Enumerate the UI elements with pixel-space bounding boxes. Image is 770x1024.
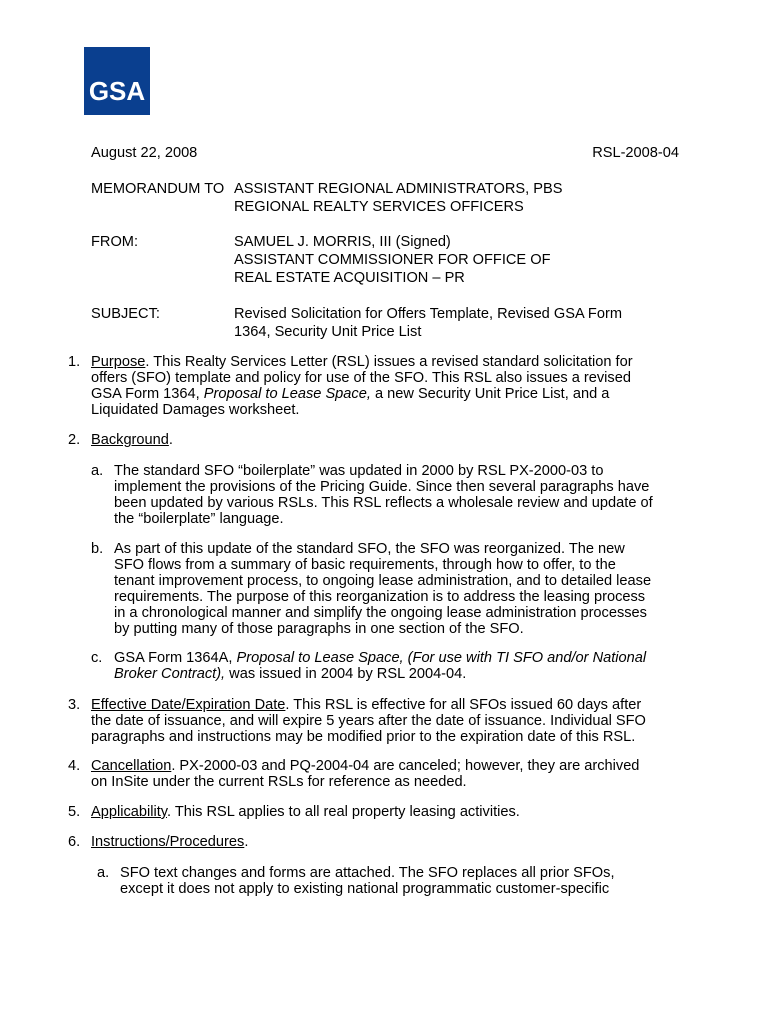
memo-from-label: FROM: <box>91 234 139 250</box>
subsection-6a <box>120 865 615 897</box>
subsection-text: SFO text changes and forms are attached. The SFO replaces all prior SFOs, <box>120 865 615 881</box>
memo-from-line: ASSISTANT COMMISSIONER FOR OFFICE OF <box>234 252 551 268</box>
subsection-text: The standard SFO “boilerplate” was updated in 2000 by RSL PX-2000-03 to <box>114 463 604 479</box>
subsection-label: a. <box>97 865 110 881</box>
subsection-2c <box>114 650 646 682</box>
subsection-text: requirements. The purpose of this reorganization is to address the leasing process <box>114 589 646 605</box>
section-heading: Purpose <box>91 354 146 370</box>
section-number: 4. <box>68 758 81 774</box>
memo-date: August 22, 2008 <box>91 145 198 161</box>
memo-from-line: SAMUEL J. MORRIS, III (Signed) <box>234 234 451 250</box>
section-instructions <box>91 834 248 850</box>
subsection-text: As part of this update of the standard SFO, the SFO was reorganized. The new <box>114 541 625 557</box>
memo-to-line: REGIONAL REALTY SERVICES OFFICERS <box>234 199 524 215</box>
section-number: 5. <box>68 804 81 820</box>
section-text: Liquidated Damages worksheet. <box>91 402 300 418</box>
memo-subject-line: 1364, Security Unit Price List <box>234 324 422 340</box>
subsection-text: tenant improvement process, to ongoing lease administration, and to detailed lease <box>114 573 652 589</box>
section-cancellation <box>91 758 639 790</box>
subsection-label: c. <box>91 650 103 666</box>
memo-subject-label: SUBJECT: <box>91 306 160 322</box>
section-heading: Applicability <box>91 804 167 820</box>
section-text: paragraphs and instructions may be modified prior to the expiration date of this RSL. <box>91 729 636 745</box>
subsection-label: a. <box>91 463 104 479</box>
subsection-text: in a chronological manner and simplify the ongoing lease administration processes <box>114 605 647 621</box>
section-purpose <box>91 354 633 418</box>
section-text: on InSite under the current RSLs for reference as needed. <box>91 774 467 790</box>
section-heading: Instructions/Procedures <box>91 834 245 850</box>
section-effective-date <box>91 697 646 745</box>
section-text: . PX-2000-03 and PQ-2004-04 are canceled; however, they are archived <box>171 758 640 774</box>
subsection-text-italic: Broker Contract), <box>114 666 226 682</box>
section-background <box>91 432 173 448</box>
section-heading: Background <box>91 432 169 448</box>
subsection-text: the “boilerplate” language. <box>114 511 284 527</box>
section-text: . This RSL applies to all real property leasing activities. <box>166 804 520 820</box>
subsection-text: except it does not apply to existing national programmatic customer-specific <box>120 881 610 897</box>
section-heading: Cancellation <box>91 758 172 774</box>
section-text: GSA Form 1364, <box>91 386 204 402</box>
memo-to-label: MEMORANDUM TO <box>91 181 225 197</box>
section-text: . <box>168 432 173 448</box>
section-number: 1. <box>68 354 81 370</box>
subsection-label: b. <box>91 541 104 557</box>
subsection-text: implement the provisions of the Pricing Guide. Since then several paragraphs have <box>114 479 650 495</box>
section-text: . <box>244 834 249 850</box>
subsection-text-italic: Proposal to Lease Space, (For use with TI SFO and/or National <box>236 650 647 666</box>
memo-from-line: REAL ESTATE ACQUISITION – PR <box>234 270 465 286</box>
subsection-text: GSA Form 1364A, <box>114 650 237 666</box>
section-text: the date of issuance, and will expire 5 years after the date of issuance. Individual SFO <box>91 713 646 729</box>
subsection-text: by putting many of those paragraphs in one section of the SFO. <box>114 621 524 637</box>
section-text-italic: Proposal to Lease Space, <box>203 386 371 402</box>
section-text: . This Realty Services Letter (RSL) issues a revised standard solicitation for <box>145 354 633 370</box>
section-number: 2. <box>68 432 81 448</box>
section-text: offers (SFO) template and policy for use of the SFO. This RSL also issues a revised <box>91 370 631 386</box>
section-text: . This RSL is effective for all SFOs issued 60 days after <box>285 697 642 713</box>
gsa-logo-text: GSA <box>88 76 146 106</box>
section-number: 6. <box>68 834 81 850</box>
subsection-text: SFO flows from a summary of basic requirements, through how to offer, to the <box>114 557 616 573</box>
memo-to-line: ASSISTANT REGIONAL ADMINISTRATORS, PBS <box>234 181 563 197</box>
section-applicability <box>91 804 520 820</box>
subsection-text: was issued in 2004 by RSL 2004-04. <box>225 666 467 682</box>
gsa-logo <box>84 47 150 115</box>
memo-subject-line: Revised Solicitation for Offers Template, Revised GSA Form <box>234 306 622 322</box>
section-text: a new Security Unit Price List, and a <box>370 386 610 402</box>
section-number: 3. <box>68 697 81 713</box>
subsection-2b <box>114 541 651 637</box>
gsa-logo-icon <box>84 47 150 115</box>
subsection-text: been updated by various RSLs. This RSL reflects a wholesale review and update of <box>114 495 653 511</box>
subsection-2a <box>114 463 653 527</box>
memo-doc-id: RSL-2008-04 <box>592 145 679 161</box>
section-heading: Effective Date/Expiration Date <box>91 697 286 713</box>
